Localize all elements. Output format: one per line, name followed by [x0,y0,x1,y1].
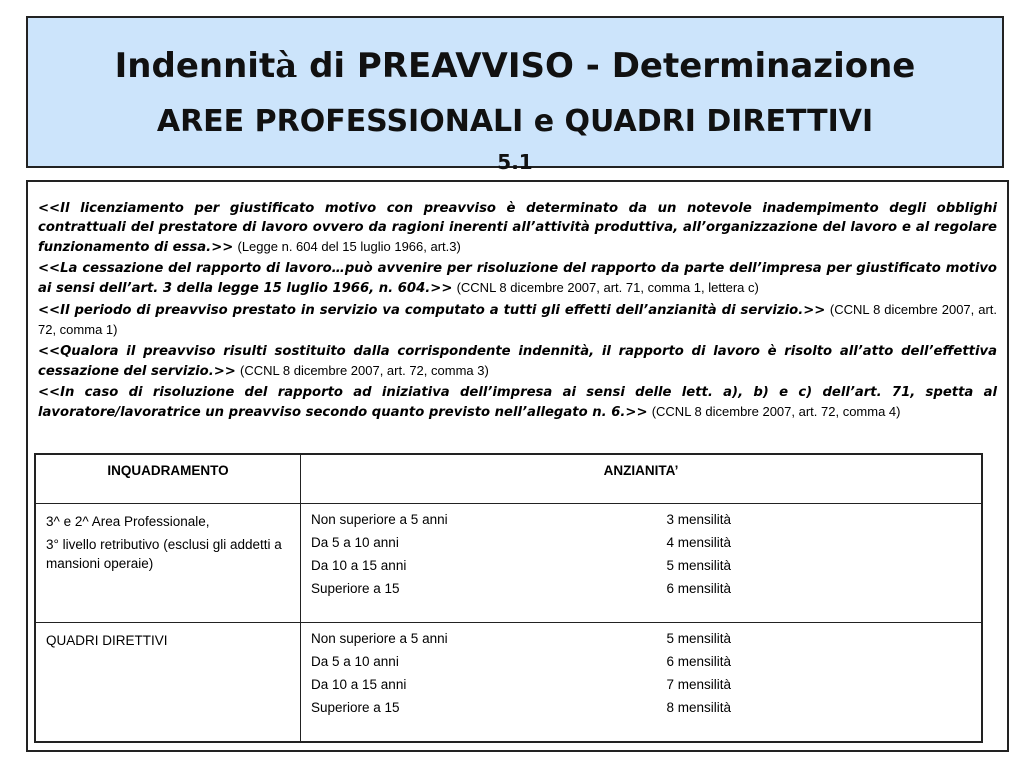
quote-reference: (Legge n. 604 del 15 luglio 1966, art.3) [237,239,461,254]
legal-quote-2 [38,259,997,298]
table-header-row [35,454,982,504]
category-cell [35,504,301,623]
seniority-range: Superiore a 15 [311,700,400,715]
quote-text: <<Il periodo di preavviso prestato in servizio va computato a tutti gli effetti dell’anzianità di servizio.>> [38,303,826,318]
seniority-range: Superiore a 15 [311,581,400,596]
quote-text: <<Qualora il preavviso risulti sostituito dalla corrispondente indennità, il rapporto di lavoro è risolto all’atto dell’effettiva cessazione del servizio.>> [38,344,997,379]
title-line-1-accent: à [275,46,298,86]
quote-reference: (CCNL 8 dicembre 2007, art. 72, comma 3) [240,363,489,378]
seniority-range: Da 5 a 10 anni [311,535,399,550]
quote-reference: (CCNL 8 dicembre 2007, art. 72, comma 4) [651,404,901,419]
seniority-entry [301,531,981,554]
section-number: 5.1 [497,150,533,174]
category-line: 3° livello retributivo (esclusi gli addetti a mansioni operaie) [46,537,282,571]
seniority-range: Da 10 a 15 anni [311,558,407,573]
title-banner [26,16,1004,174]
seniority-entry [301,577,981,600]
notice-period-table [34,453,983,743]
table-row [35,504,982,623]
notice-months: 5 mensilità [666,631,731,646]
legal-quote-1 [38,199,997,257]
header-label: INQUADRAMENTO [107,463,229,478]
legal-quote-4 [38,342,997,381]
content-panel [26,180,1009,752]
seniority-entry [301,673,981,696]
seniority-entry [301,696,981,719]
category-line: 3^ e 2^ Area Professionale, [46,514,210,529]
seniority-range: Non superiore a 5 anni [311,512,448,527]
notice-months: 5 mensilità [666,558,731,573]
header-label: ANZIANITA’ [603,463,679,478]
seniority-range: Non superiore a 5 anni [311,631,448,646]
notice-months: 6 mensilità [666,581,731,596]
legal-quote-5 [38,383,997,422]
seniority-cell [301,623,983,743]
seniority-range: Da 5 a 10 anni [311,654,399,669]
header-inquadramento [35,454,301,504]
seniority-entry [301,650,981,673]
category-line: QUADRI DIRETTIVI [46,633,168,648]
seniority-entry [301,627,981,650]
quote-reference: (CCNL 8 dicembre 2007, art. 72, comma 1) [38,302,998,337]
legal-quotes [38,199,997,424]
title-line-1-part-a: Indennit [114,46,276,86]
quote-reference: (CCNL 8 dicembre 2007, art. 71, comma 1, lettera c) [456,280,759,295]
notice-months: 7 mensilità [666,677,731,692]
notice-months: 3 mensilità [666,512,731,527]
seniority-entry [301,554,981,577]
seniority-entry [301,508,981,531]
title-line-1 [28,46,1002,86]
notice-months: 4 mensilità [666,535,731,550]
seniority-cell [301,504,983,623]
header-anzianita [301,454,983,504]
table-row [35,623,982,743]
quote-text: <<Il licenziamento per giustificato motivo con preavviso è determinato da un notevole inadempimento degli obblighi contrattuali del prestatore di lavoro ovvero da ragioni inerenti all’attività produttiva, all’organizzazione del lavoro e al regolare funzionamento di essa.>> [38,201,997,255]
seniority-range: Da 10 a 15 anni [311,677,407,692]
title-line-2: AREE PROFESSIONALI e QUADRI DIRETTIVI [156,104,874,139]
legal-quote-3 [38,300,997,340]
notice-months: 6 mensilità [666,654,731,669]
notice-months: 8 mensilità [666,700,731,715]
title-line-1-part-b: di PREAVVISO - Determinazione [297,46,916,86]
quote-text: <<In caso di risoluzione del rapporto ad iniziativa dell’impresa ai sensi delle lett. a), b) e c) dell’art. 71, spetta al lavoratore/lavoratrice un preavviso secondo quanto previsto nell’allegato n. 6.>> [38,385,997,420]
quote-text: <<La cessazione del rapporto di lavoro…può avvenire per risoluzione del rapporto da parte dell’impresa per giustificato motivo ai sensi dell’art. 3 della legge 15 luglio 1966, n. 604.>> [38,261,997,296]
category-cell [35,623,301,743]
